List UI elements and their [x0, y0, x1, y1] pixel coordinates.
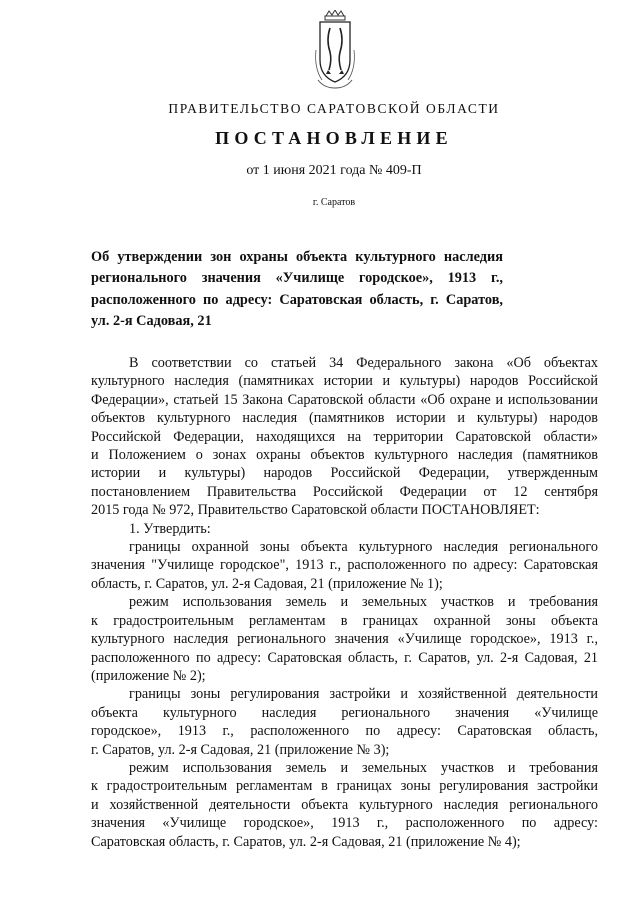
subject-line: Об утверждении зон охраны объекта культурного наследия	[91, 249, 503, 265]
body-line: постановлением Правительства Российской Федерации от 12 сентября	[91, 483, 598, 500]
date-and-number: от 1 июня 2021 года № 409-П	[246, 163, 422, 178]
body-line: г. Саратов, ул. 2-я Садовая, 21 (приложение № 3);	[91, 741, 390, 758]
body-line: расположенного по адресу: Саратовская область, г. Саратов, ул. 2-я Садовая, 21	[91, 649, 598, 666]
body-line: границы зоны регулирования застройки и хозяйственной деятельности	[129, 686, 598, 703]
body-line: культурного наследия регионального значения «Училище городское», 1913 г.,	[91, 631, 598, 648]
subject-line: ул. 2-я Садовая, 21	[91, 312, 212, 329]
document-subject	[91, 247, 503, 332]
body-line: В соответствии со статьей 34 Федерального закона «Об объектах	[129, 355, 598, 371]
body-line: Федерации», статьей 15 Закона Саратовской области «Об охране и использовании	[91, 391, 598, 408]
subject-line: регионального значения «Училище городское», 1913 г.,	[91, 270, 503, 287]
body-line: к градостроительным регламентам в границах зоны регулирования застройки	[91, 778, 598, 795]
subject-line: расположенного по адресу: Саратовская область, г. Саратов,	[91, 291, 503, 308]
body-line: 2015 года № 972, Правительство Саратовской области ПОСТАНОВЛЯЕТ:	[91, 502, 540, 519]
body-line: и Положением о зонах охраны объектов культурного наследия (памятников	[91, 447, 598, 464]
body-line: значения «Училище городское», 1913 г., расположенного по адресу:	[91, 815, 598, 832]
body-line: режим использования земель и земельных участков и требования	[129, 594, 598, 611]
city: г. Саратов	[312, 197, 356, 208]
government-name: ПРАВИТЕЛЬСТВО САРАТОВСКОЙ ОБЛАСТИ	[168, 101, 500, 116]
document-body	[91, 354, 598, 851]
body-line: 1. Утвердить:	[129, 520, 211, 537]
body-line: (приложение № 2);	[91, 667, 206, 684]
body-line: культурного наследия (памятниках истории и культуры) народов Российской	[91, 373, 598, 390]
body-line: истории и культуры) народов Российской Федерации, утвержденным	[91, 465, 598, 482]
body-line: к градостроительным регламентам в границах охранной зоны объекта	[91, 612, 598, 629]
body-line: Саратовская область, г. Саратов, ул. 2-я Садовая, 21 (приложение № 4);	[91, 833, 521, 850]
body-line: значения "Училище городское", 1913 г., расположенного по адресу: Саратовская	[91, 557, 598, 574]
body-line: Российской Федерации, находящихся на территории Саратовской области»	[91, 428, 598, 445]
body-line: и хозяйственной деятельности объекта культурного наследия регионального	[91, 796, 598, 813]
document-type: ПОСТАНОВЛЕНИЕ	[215, 128, 453, 148]
body-line: границы охранной зоны объекта культурного наследия регионального	[129, 539, 598, 556]
body-line: объектов культурного наследия (памятников истории и культуры) народов	[91, 410, 598, 427]
saratov-coat-of-arms-icon	[312, 10, 358, 90]
body-line: режим использования земель и земельных участков и требования	[129, 759, 598, 776]
body-line: объекта культурного наследия регионального значения «Училище	[91, 704, 598, 721]
body-line: городское», 1913 г., расположенного по адресу: Саратовская область,	[91, 723, 598, 740]
body-line: область, г. Саратов, ул. 2-я Садовая, 21 (приложение № 1);	[91, 575, 443, 592]
